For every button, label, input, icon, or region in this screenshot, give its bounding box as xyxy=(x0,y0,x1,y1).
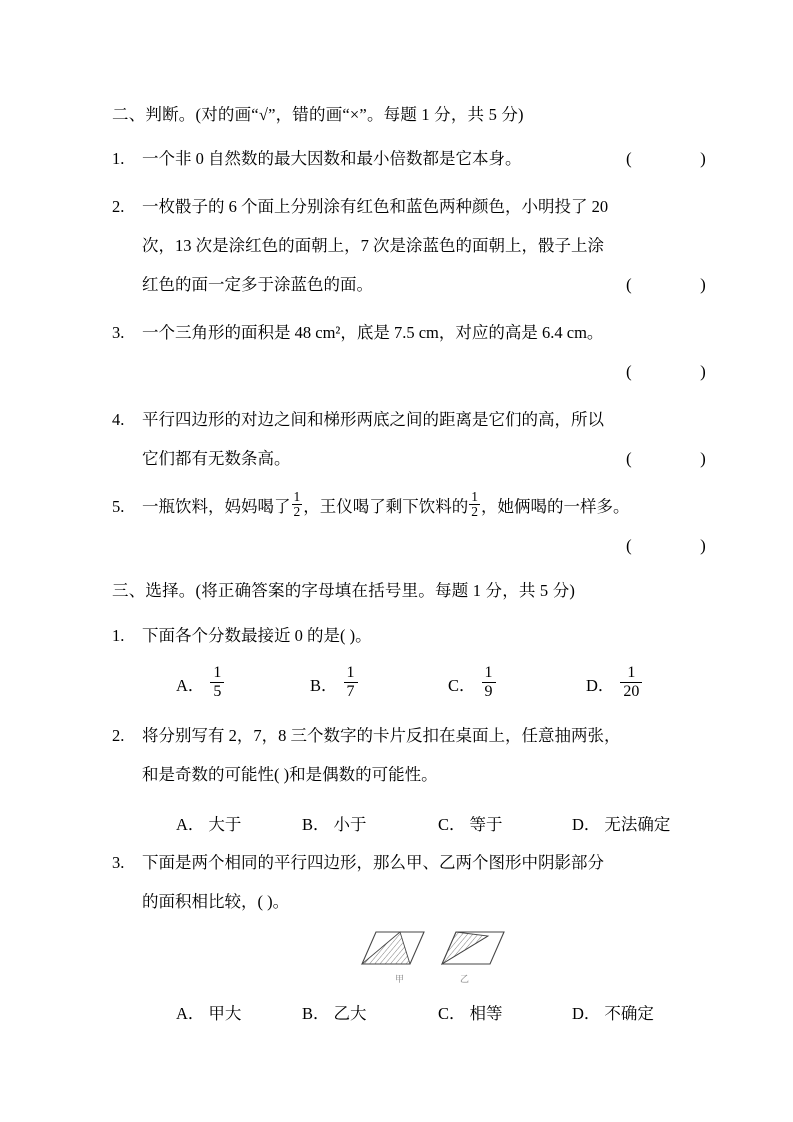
question-text: 它们都有无数条高。 xyxy=(142,449,291,469)
option-letter: A． xyxy=(176,814,205,834)
choice-options-2 xyxy=(142,803,682,843)
option-text: 甲大 xyxy=(208,1003,242,1023)
question-text-part-2: ，王仪喝了剩下饮料的 xyxy=(303,497,469,517)
question-body xyxy=(142,139,726,178)
option-b[interactable] xyxy=(302,803,367,843)
question-number: 1. xyxy=(112,625,125,645)
option-d[interactable] xyxy=(572,803,670,843)
figure-label-yi: 乙 xyxy=(460,973,470,984)
question-body xyxy=(142,716,682,794)
section-heading-judgement: 二、判断。(对的画“√”，错的画“×”。每题 1 分，共 5 分) xyxy=(112,105,524,124)
fraction-numerator: 1 xyxy=(482,664,496,683)
question-number: 2. xyxy=(112,197,125,217)
option-a[interactable] xyxy=(176,992,241,1032)
judgement-question-5 xyxy=(112,487,726,565)
question-line xyxy=(142,843,682,882)
option-letter: D． xyxy=(572,1003,601,1023)
question-body xyxy=(142,187,726,304)
question-text: 下面各个分数最接近 0 的是( )。 xyxy=(142,625,372,645)
option-letter: B． xyxy=(302,1003,330,1023)
question-text-part-3: ，她俩喝的一样多。 xyxy=(481,497,630,517)
option-letter: B． xyxy=(310,675,338,695)
question-line xyxy=(142,352,726,391)
question-number: 5. xyxy=(112,497,125,517)
question-line xyxy=(142,400,682,439)
fraction-denominator: 9 xyxy=(484,683,493,701)
question-line xyxy=(142,716,682,755)
question-line xyxy=(142,226,682,265)
fraction-denominator: 5 xyxy=(213,683,222,701)
option-d[interactable] xyxy=(572,992,654,1032)
answer-brackets[interactable]: ( ) xyxy=(626,536,726,556)
question-text: 一枚骰子的 6 个面上分别涂有红色和蓝色两种颜色，小明投了 20 xyxy=(142,197,609,217)
answer-brackets[interactable]: ( ) xyxy=(626,449,726,469)
option-letter: C． xyxy=(438,814,466,834)
question-number: 3. xyxy=(112,323,125,343)
option-letter: C． xyxy=(448,675,476,695)
question-body xyxy=(142,313,726,391)
question-line xyxy=(142,187,682,226)
figure-container xyxy=(142,930,682,992)
parallelogram-jia xyxy=(362,932,424,964)
option-c[interactable] xyxy=(438,803,503,843)
option-text: 不确定 xyxy=(604,1003,654,1023)
question-text: 一个非 0 自然数的最大因数和最小倍数都是它本身。 xyxy=(142,149,522,169)
parallelogram-yi xyxy=(442,932,504,964)
answer-brackets[interactable]: ( ) xyxy=(626,275,726,295)
fraction-one-half xyxy=(292,490,303,519)
question-number: 4. xyxy=(112,410,125,430)
question-line xyxy=(142,439,726,478)
option-text: 等于 xyxy=(469,814,503,834)
question-body xyxy=(142,400,726,478)
option-text: 小于 xyxy=(333,814,367,834)
fraction-one-half xyxy=(469,490,480,519)
question-number: 1. xyxy=(112,149,125,169)
option-b[interactable] xyxy=(310,664,360,704)
question-line xyxy=(142,882,682,921)
question-text: 次，13 次是涂红色的面朝上，7 次是涂蓝色的面朝上，骰子上涂 xyxy=(142,236,604,256)
question-text: 将分别写有 2，7，8 三个数字的卡片反扣在桌面上，任意抽两张， xyxy=(142,725,621,745)
question-number: 2. xyxy=(112,725,125,745)
question-number: 3. xyxy=(112,852,125,872)
option-letter: A． xyxy=(176,675,205,695)
question-line xyxy=(142,526,726,565)
judgement-question-1 xyxy=(112,139,726,178)
question-line xyxy=(142,313,682,352)
option-text: 相等 xyxy=(469,1003,503,1023)
judgement-question-2 xyxy=(112,187,726,304)
question-text-part-1: 一瓶饮料，妈妈喝了 xyxy=(142,497,291,517)
parallelograms-figure xyxy=(354,926,514,986)
fraction-denominator: 20 xyxy=(623,683,640,701)
option-a[interactable] xyxy=(176,803,241,843)
option-b[interactable] xyxy=(302,992,367,1032)
option-text: 乙大 xyxy=(333,1003,367,1023)
option-letter: D． xyxy=(586,675,615,695)
question-text: 和是奇数的可能性( )和是偶数的可能性。 xyxy=(142,764,438,784)
question-body xyxy=(142,843,682,921)
section-heading-multiple-choice: 三、选择。(将正确答案的字母填在括号里。每题 1 分，共 5 分) xyxy=(112,581,576,601)
option-a[interactable] xyxy=(176,664,226,704)
fraction-option xyxy=(210,664,224,702)
fraction-denominator: 7 xyxy=(346,683,355,701)
option-letter: A． xyxy=(176,1003,205,1023)
choice-options-1 xyxy=(142,664,682,716)
question-line xyxy=(142,265,726,304)
option-c[interactable] xyxy=(448,664,498,704)
judgement-question-4 xyxy=(112,400,726,478)
fraction-option xyxy=(344,664,358,702)
judgement-question-3 xyxy=(112,313,726,391)
fraction-numerator: 1 xyxy=(344,664,358,683)
question-body xyxy=(142,616,682,655)
question-line xyxy=(142,139,726,178)
choice-options-3 xyxy=(142,992,682,1032)
question-line xyxy=(142,487,682,526)
question-text: 红色的面一定多于涂蓝色的面。 xyxy=(142,275,373,295)
question-body xyxy=(142,487,726,565)
question-line xyxy=(142,616,682,655)
option-c[interactable] xyxy=(438,992,503,1032)
answer-brackets[interactable]: ( ) xyxy=(626,362,726,382)
option-text: 大于 xyxy=(208,814,242,834)
fraction-option xyxy=(620,664,642,702)
question-text: 平行四边形的对边之间和梯形两底之间的距离是它们的高，所以 xyxy=(142,410,604,430)
question-text: 的面积相比较，( )。 xyxy=(142,891,290,911)
fraction-numerator: 1 xyxy=(210,664,224,683)
fraction-denominator: 2 xyxy=(471,503,478,519)
option-d[interactable] xyxy=(586,664,644,704)
choice-question-1 xyxy=(112,616,682,655)
choice-question-2 xyxy=(112,716,682,794)
option-letter: D． xyxy=(572,814,601,834)
question-line xyxy=(142,755,682,794)
page-content xyxy=(112,104,726,1032)
choice-question-3 xyxy=(112,843,682,921)
answer-brackets[interactable]: ( ) xyxy=(626,149,726,169)
option-text: 无法确定 xyxy=(604,814,671,834)
question-text: 下面是两个相同的平行四边形，那么甲、乙两个图形中阴影部分 xyxy=(142,852,604,872)
fraction-numerator: 1 xyxy=(620,664,642,683)
option-letter: B． xyxy=(302,814,330,834)
question-text: 一个三角形的面积是 48 cm²，底是 7.5 cm，对应的高是 6.4 cm。 xyxy=(142,323,604,343)
fraction-option xyxy=(482,664,496,702)
fraction-numerator: 1 xyxy=(471,488,478,504)
fraction-denominator: 2 xyxy=(293,503,301,519)
option-letter: C． xyxy=(438,1003,466,1023)
figure-label-jia: 甲 xyxy=(395,973,405,984)
fraction-numerator: 1 xyxy=(293,488,301,504)
